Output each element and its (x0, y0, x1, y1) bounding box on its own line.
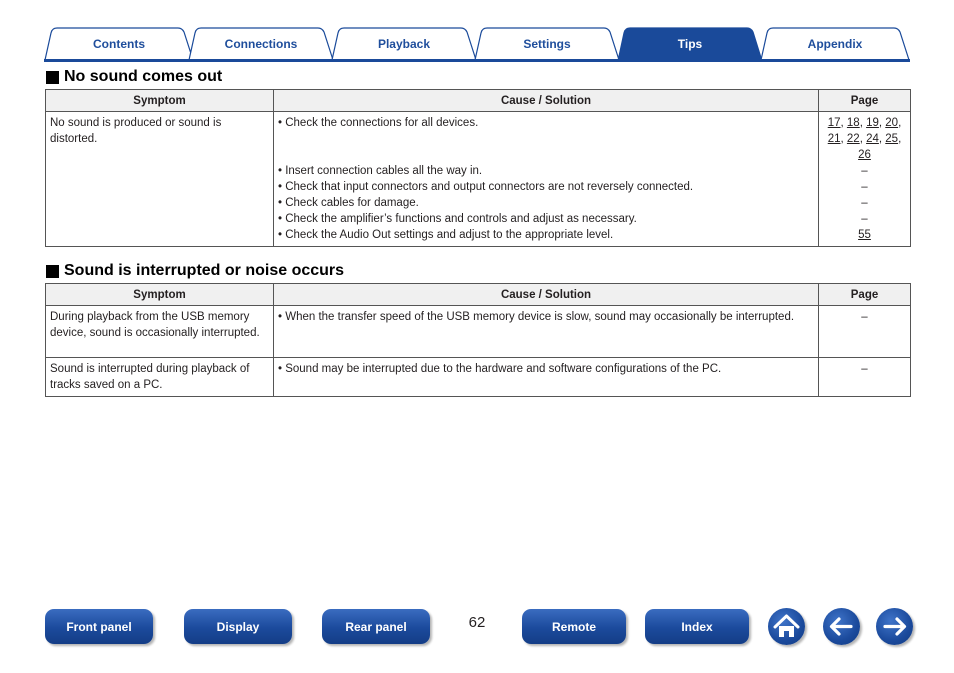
arrow-right-icon (876, 608, 913, 645)
tab-baseline (44, 59, 910, 62)
header-page: Page (819, 284, 911, 306)
section-heading-no-sound (46, 68, 222, 86)
table-row (46, 112, 911, 247)
back-button[interactable] (823, 608, 860, 645)
tab-contents[interactable] (44, 27, 194, 60)
table-header-row (46, 284, 911, 306)
page-cell (819, 112, 911, 247)
tab-appendix[interactable] (760, 27, 910, 60)
cause-item: • Check the amplifier’s functions and controls and adjust as necessary. (278, 213, 637, 225)
page-cell: – (819, 306, 911, 358)
tab-label: Tips (677, 37, 703, 51)
page-link[interactable]: 26 (858, 149, 871, 161)
page-link[interactable]: 20 (885, 117, 899, 129)
cause-cell: • When the transfer speed of the USB memory device is slow, sound may occasionally be interrupted. (274, 306, 819, 358)
page-link[interactable]: 25 (885, 133, 899, 145)
tab-tips[interactable] (617, 27, 763, 60)
cause-cell: • Sound may be interrupted due to the hardware and software configurations of the PC. (274, 358, 819, 397)
section-title: No sound comes out (64, 68, 223, 85)
square-bullet-icon (46, 71, 59, 84)
cause-item: • Insert connection cables all the way in. (278, 165, 483, 177)
page-dash: – (861, 165, 868, 177)
index-button[interactable]: Index (645, 609, 749, 644)
symptom-cell: No sound is produced or sound is distorted. (46, 112, 274, 247)
page-dash: – (861, 197, 868, 209)
page-link[interactable]: 17 (827, 117, 841, 129)
page-link[interactable]: 21 (827, 133, 841, 145)
page-ref-line: 21, 22, 24, 25, (827, 133, 902, 145)
header-cause: Cause / Solution (274, 284, 819, 306)
tab-playback[interactable] (331, 27, 477, 60)
page-number: 62 (468, 614, 486, 631)
page-link[interactable]: 22 (846, 133, 860, 145)
cause-item: • Check the Audio Out settings and adjust to the appropriate level. (278, 229, 614, 241)
no-sound-table (45, 89, 911, 247)
table-header-row (46, 90, 911, 112)
page-ref-line (823, 227, 906, 243)
forward-button[interactable] (876, 608, 913, 645)
section-heading-interrupted (46, 262, 344, 280)
tab-label: Playback (377, 37, 431, 51)
page-link[interactable]: 24 (866, 133, 879, 145)
section-title: Sound is interrupted or noise occurs (64, 262, 345, 279)
page-link[interactable]: 18 (846, 117, 860, 129)
page-link[interactable]: 19 (866, 117, 879, 129)
cause-item: • Check the connections for all devices. (278, 117, 479, 129)
header-page: Page (819, 90, 911, 112)
home-button[interactable] (768, 608, 805, 645)
arrow-left-icon (823, 608, 860, 645)
interrupted-table (45, 283, 911, 397)
spacer (278, 131, 814, 147)
table-row (46, 306, 911, 358)
header-symptom: Symptom (46, 284, 274, 306)
display-button[interactable]: Display (184, 609, 292, 644)
page-dash: – (861, 213, 868, 225)
page-link[interactable]: 55 (858, 229, 871, 241)
remote-button[interactable]: Remote (522, 609, 626, 644)
tab-connections[interactable] (188, 27, 334, 60)
spacer (278, 147, 814, 163)
cause-cell (274, 112, 819, 247)
page-dash: – (861, 181, 868, 193)
square-bullet-icon (46, 265, 59, 278)
header-cause: Cause / Solution (274, 90, 819, 112)
cause-item: • Check that input connectors and output connectors are not reversely connected. (278, 181, 694, 193)
page-ref-line: 17, 18, 19, 20, (827, 117, 902, 129)
rear-panel-button[interactable]: Rear panel (322, 609, 430, 644)
tab-label: Appendix (807, 37, 863, 51)
tab-label: Connections (224, 37, 298, 51)
page-cell: – (819, 358, 911, 397)
tab-label: Contents (93, 37, 145, 51)
home-icon (768, 608, 805, 645)
cause-item: • Check cables for damage. (278, 197, 419, 209)
tab-settings[interactable] (474, 27, 620, 60)
symptom-cell: Sound is interrupted during playback of tracks saved on a PC. (46, 358, 274, 397)
top-tab-bar (44, 27, 910, 63)
page-ref-line (823, 147, 906, 163)
table-row (46, 358, 911, 397)
symptom-cell: During playback from the USB memory device, sound is occasionally interrupted. (46, 306, 274, 358)
tab-label: Settings (523, 37, 571, 51)
front-panel-button[interactable]: Front panel (45, 609, 153, 644)
header-symptom: Symptom (46, 90, 274, 112)
